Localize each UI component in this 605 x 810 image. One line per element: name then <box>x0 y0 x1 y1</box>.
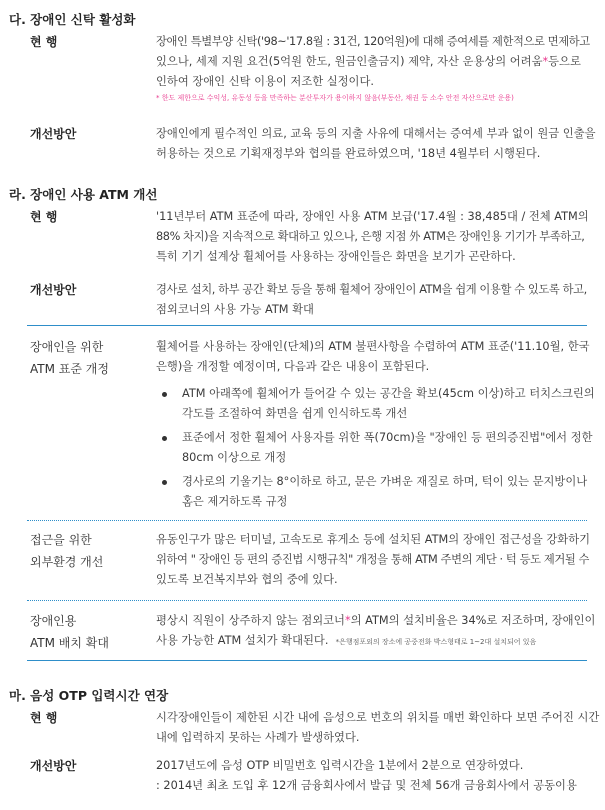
divider-dotted <box>27 600 587 601</box>
body-current-trust: 장애인 특별부양 신탁('98~'17.8월 : 31건, 120억원)에 대해 증여세를 제한적으로 면제하고 있으나, 세제 지원 요건(5억원 한도, 원금인출금지) 제약, 자산 운용상의 어려움*등으로 인하여 장애인 신탁 이용이 저조한 실정이다. * 한도 제한으로 수익성, 유동성 등을 만족하는 분산투자가 용이하지 않음(부동산, 채권 등 소수 안전 자산으로만 운용) <box>156 35 590 102</box>
bullet-icon <box>162 392 167 397</box>
divider-solid <box>27 660 587 661</box>
label-improve-otp: 개선방안 <box>30 759 77 773</box>
body-improve-trust: 장애인에게 필수적인 의료, 교육 등의 지출 사유에 대해서는 증여세 부과 없이 원금 인출을 허용하는 것으로 기획재정부와 협의를 완료하였으며, '18년 4월부터 시행된다. <box>156 127 596 160</box>
section-title-atm: 라. 장애인 사용 ATM 개선 <box>9 187 158 202</box>
divider-solid <box>27 325 587 326</box>
bullet-icon <box>162 436 167 441</box>
label-current-otp: 현 행 <box>30 711 58 725</box>
footnote-star: * <box>344 614 351 627</box>
list-item: ATM 아래쪽에 휠체어가 들어갈 수 있는 공간을 확보(45cm 이상)하고 터치스크린의 각도를 조절하여 화면을 쉽게 인식하도록 개선 <box>162 384 592 424</box>
section-title-trust: 다. 장애인 신탁 활성화 <box>9 12 136 27</box>
label-atm-standard: 장애인을 위한 ATM 표준 개정 <box>30 340 109 376</box>
section-title-otp: 마. 음성 OTP 입력시간 연장 <box>9 688 169 703</box>
body-current-atm: '11년부터 ATM 표준에 따라, 장애인 사용 ATM 보급('17.4월 : 38,485대 / 전체 ATM의 88% 차지)을 지속적으로 확대하고 있으나, 은행 지점 外 ATM은 장애인용 기기가 부족하고, 특히 기기 설계상 휠체어를 사용하는 장애인들은 화면을 보기가 곤란하다. <box>156 210 589 263</box>
body-current-otp: 시각장애인들이 제한된 시간 내에 음성으로 번호의 위치를 매번 확인하다 보면 주어진 시간 내에 입력하지 못하는 사례가 발생하였다. <box>156 711 600 744</box>
body-atm-expand: 평상시 직원이 상주하지 않는 점외코너*의 ATM의 설치비율은 34%로 저조하며, 장애인이 사용 가능한 ATM 설치가 확대된다. *은행점포외의 장소에 공중전화 박스형태로 1~2대 설치되어 있음 <box>156 614 596 647</box>
label-improve-trust: 개선방안 <box>30 127 77 141</box>
divider-dotted <box>27 520 587 521</box>
body-improve-atm: 경사로 설치, 하부 공간 확보 등을 통해 휠체어 장애인이 ATM을 쉽게 이용할 수 있도록 하고, 점외코너의 사용 가능 ATM 확대 <box>156 283 587 316</box>
label-atm-expand: 장애인용 ATM 배치 확대 <box>30 614 109 650</box>
list-item: 경사로의 기울기는 8°이하로 하고, 문은 가벼운 재질로 하며, 턱이 있는 문지방이나 홈은 제거하도록 규정 <box>162 472 592 512</box>
footnote-atm: *은행점포외의 장소에 공중전화 박스형태로 1~2대 설치되어 있음 <box>335 638 537 646</box>
label-improve-atm: 개선방안 <box>30 283 77 297</box>
body-atm-standard: 휠체어를 사용하는 장애인(단체)의 ATM 불편사항을 수렴하여 ATM 표준('11.10월, 한국 은행)을 개정할 예정이며, 다음과 같은 내용이 포함된다. <box>156 340 590 373</box>
body-external-env: 유동인구가 많은 터미널, 고속도로 휴게소 등에 설치된 ATM의 장애인 접근성을 강화하기 위하여 " 장애인 등 편의 증진법 시행규칙" 개정을 통해 ATM 주변의 계단 · 턱 등도 제거될 수 있도록 보건복지부와 협의 중에 있다. <box>156 533 591 586</box>
footnote-trust: * 한도 제한으로 수익성, 유동성 등을 만족하는 분산투자가 용이하지 않음(부동산, 채권 등 소수 안전 자산으로만 운용) <box>156 94 514 102</box>
label-external-env: 접근을 위한 외부환경 개선 <box>30 533 104 569</box>
list-item: 표준에서 정한 휠체어 사용자를 위한 폭(70cm)을 "장애인 등 편의증진법"에서 정한 80cm 이상으로 개정 <box>162 428 592 468</box>
label-current-atm: 현 행 <box>30 210 58 224</box>
bullet-icon <box>162 480 167 485</box>
label-current-trust: 현 행 <box>30 35 58 49</box>
footnote-star: * <box>542 55 549 68</box>
body-improve-otp: 2017년도에 음성 OTP 비밀번호 입력시간을 1분에서 2분으로 연장하였다. : 2014년 최초 도입 후 12개 금융회사에서 발급 및 전체 56개 금융회사에서 공동이용 <box>156 759 577 792</box>
